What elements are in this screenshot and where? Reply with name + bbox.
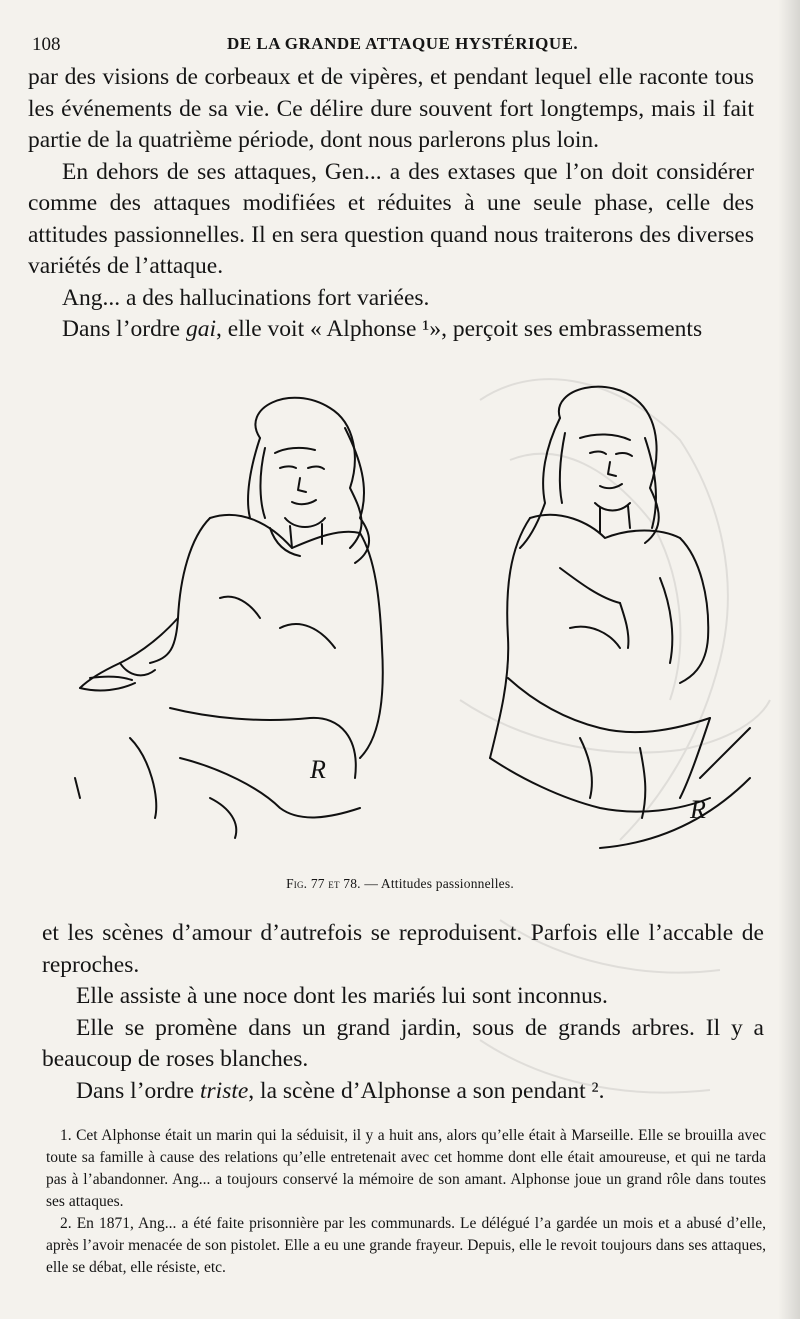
paragraph: Elle assiste à une noce dont les mariés lui sont inconnus.	[76, 983, 608, 1009]
caption-text: — Attitudes passionnelles.	[360, 876, 514, 891]
footnote: 2. En 1871, Ang... a été faite prisonnière par les communards. Le délégué l’a gardée un mois et a abusé d’elle, après l’avoir menacée de son pistolet. Elle a eu une grande frayeur. Depuis, elle le revoit toujours dans ses attaques, elle se débat, elle résiste, etc.	[46, 1215, 766, 1276]
passionate-attitudes-drawing	[60, 378, 760, 868]
footnotes	[46, 1125, 766, 1279]
paragraph: Ang... a des hallucinations fort variées.	[62, 284, 430, 311]
paragraph	[28, 314, 754, 346]
figure-caption	[0, 876, 800, 892]
page-number: 108	[32, 34, 61, 55]
caption-label: Fig. 77 et 78.	[286, 876, 361, 891]
paragraph-text: Dans l’ordre	[76, 1077, 200, 1104]
artist-signature-right: R	[690, 795, 706, 824]
page-header	[32, 34, 752, 60]
paragraph: et les scènes d’amour d’autrefois se reproduisent. Parfois elle l’accable de reproches.	[42, 920, 764, 978]
left-figure	[75, 398, 383, 838]
page-edge-shadow	[778, 0, 800, 1319]
footnote: 1. Cet Alphonse était un marin qui la séduisit, il y a huit ans, alors qu’elle était à Marseille. Elle se brouilla avec toute sa famille à cause des relations qu’elle entretenait avec cet homme dont elle était amoureuse, et qui ne tarda pas à l’abandonner. Ang... a toujours conservé la mémoire de son amant. Alphonse joue un grand rôle dans toutes ses attaques.	[46, 1127, 766, 1210]
paragraph-text: , la scène d’Alphonse a son pendant ².	[248, 1077, 605, 1104]
italic-term: gai	[185, 316, 217, 342]
paragraph: En dehors de ses attaques, Gen... a des extases que l’on doit considérer comme des attaques modifiées et réduites à une seule phase, celle des attitudes passionnelles. Il en sera question quand nous traiterons des diverses variétés de l’attaque.	[28, 158, 754, 279]
right-figure	[490, 387, 750, 848]
figure-illustration	[60, 378, 760, 868]
paragraph-text: Dans l’ordre	[62, 316, 186, 342]
paragraph-text: , elle voit « Alphonse ¹», perçoit ses embrassements	[216, 316, 703, 342]
running-head: DE LA GRANDE ATTAQUE HYSTÉRIQUE.	[227, 34, 579, 53]
italic-term: triste	[199, 1077, 249, 1104]
paragraph: Elle se promène dans un grand jardin, sous de grands arbres. Il y a beaucoup de roses blanches.	[42, 1014, 764, 1072]
paragraph: par des visions de corbeaux et de vipères, et pendant lequel elle raconte tous les événements de sa vie. Ce délire dure souvent fort longtemps, mais il fait partie de la quatrième période, dont nous parlerons plus loin.	[28, 64, 754, 153]
body-text-top	[28, 62, 754, 346]
artist-signature-left: R	[310, 755, 326, 784]
paragraph	[42, 1076, 764, 1108]
body-text-bottom	[42, 918, 764, 1107]
